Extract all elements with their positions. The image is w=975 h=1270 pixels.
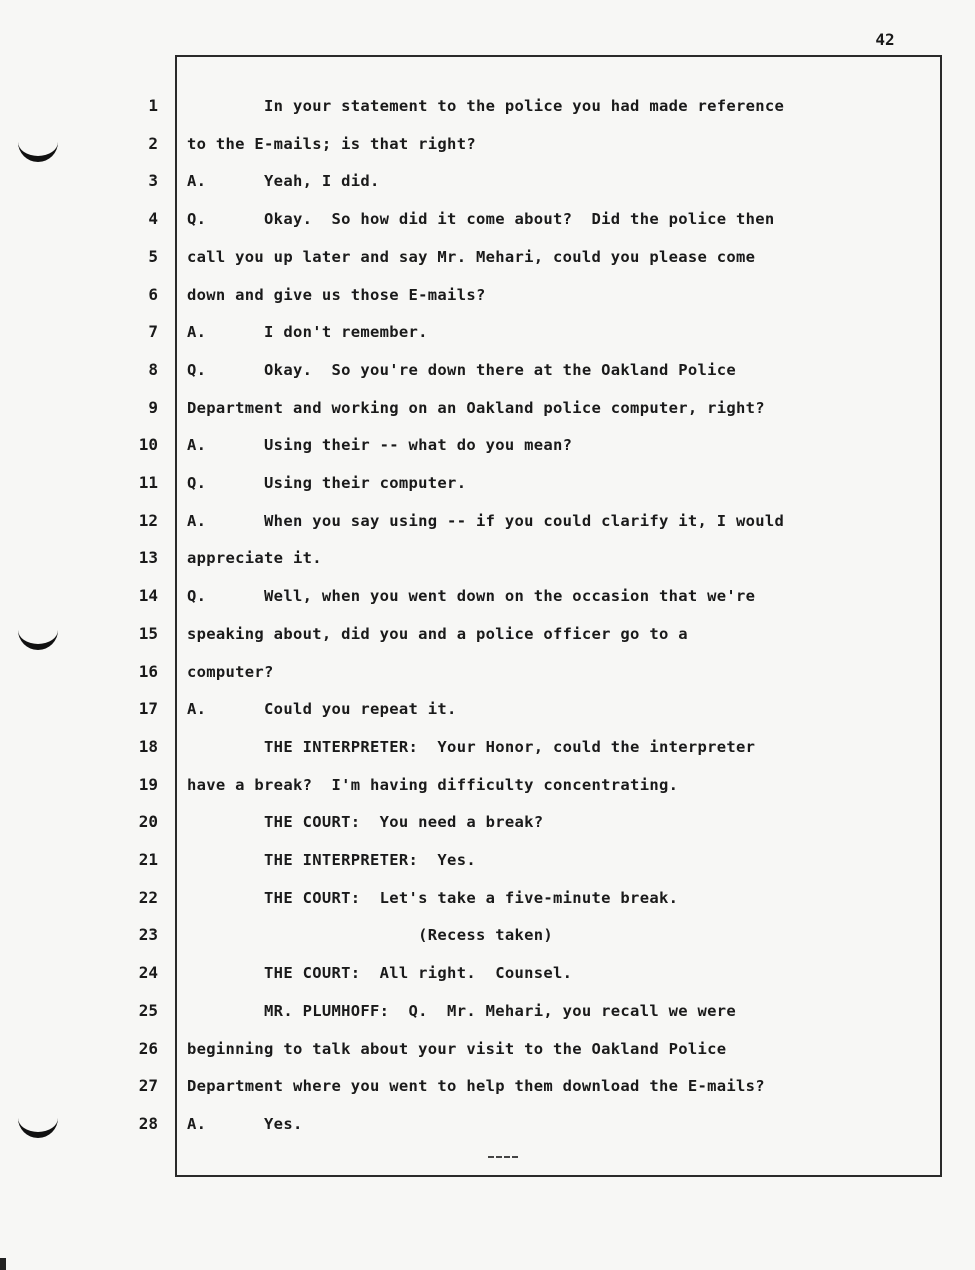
scan-artifact	[0, 1258, 6, 1270]
line-number: 6	[148, 285, 158, 304]
transcript-line: (Recess taken)	[187, 926, 554, 944]
transcript-line: have a break? I'm having difficulty concentrating.	[187, 776, 679, 794]
line-number: 1	[148, 96, 158, 115]
line-number: 10	[138, 435, 158, 454]
transcript-line: A. I don't remember.	[187, 323, 428, 341]
binder-hole-mark	[18, 140, 58, 162]
line-number: 18	[138, 737, 158, 756]
line-number: 28	[138, 1114, 158, 1133]
line-number: 17	[138, 699, 158, 718]
transcript-line: Department and working on an Oakland police computer, right?	[187, 399, 765, 417]
transcript-line: A. When you say using -- if you could clarify it, I would	[187, 512, 785, 530]
transcript-line: Q. Okay. So how did it come about? Did the police then	[187, 210, 775, 228]
transcript-line: Q. Using their computer.	[187, 474, 467, 492]
line-number: 5	[148, 247, 158, 266]
line-number: 24	[138, 963, 158, 982]
line-number: 26	[138, 1039, 158, 1058]
transcript-line: THE COURT: You need a break?	[187, 813, 544, 831]
transcript-line: THE COURT: Let's take a five-minute break.	[187, 889, 679, 907]
transcript-line: THE COURT: All right. Counsel.	[187, 964, 573, 982]
line-number: 3	[148, 171, 158, 190]
transcript-line: down and give us those E-mails?	[187, 286, 486, 304]
transcript-line: A. Using their -- what do you mean?	[187, 436, 573, 454]
transcript-line: A. Yeah, I did.	[187, 172, 380, 190]
transcript-line: speaking about, did you and a police officer go to a	[187, 625, 688, 643]
transcript-line: Department where you went to help them download the E-mails?	[187, 1077, 765, 1095]
line-number: 4	[148, 209, 158, 228]
line-number: 20	[138, 812, 158, 831]
line-number: 22	[138, 888, 158, 907]
binder-hole-mark	[18, 1116, 58, 1138]
line-number: 11	[138, 473, 158, 492]
line-number: 25	[138, 1001, 158, 1020]
transcript-line: THE INTERPRETER: Your Honor, could the interpreter	[187, 738, 756, 756]
line-number: 23	[138, 925, 158, 944]
line-number: 14	[138, 586, 158, 605]
transcript-line: A. Could you repeat it.	[187, 700, 457, 718]
line-number: 8	[148, 360, 158, 379]
transcript-line: call you up later and say Mr. Mehari, could you please come	[187, 248, 756, 266]
line-number: 2	[148, 134, 158, 153]
page-number: 42	[875, 30, 895, 49]
transcript-line: In your statement to the police you had made reference	[187, 97, 785, 115]
line-number: 12	[138, 511, 158, 530]
line-number: 19	[138, 775, 158, 794]
line-number: 9	[148, 398, 158, 417]
line-number: 13	[138, 548, 158, 567]
line-number: 7	[148, 322, 158, 341]
transcript-line: computer?	[187, 663, 274, 681]
stray-mark	[488, 1156, 518, 1160]
line-number: 15	[138, 624, 158, 643]
transcript-line: MR. PLUMHOFF: Q. Mr. Mehari, you recall we were	[187, 1002, 737, 1020]
binder-hole-mark	[18, 628, 58, 650]
line-number: 21	[138, 850, 158, 869]
transcript-line: THE INTERPRETER: Yes.	[187, 851, 476, 869]
line-number: 27	[138, 1076, 158, 1095]
transcript-line: A. Yes.	[187, 1115, 303, 1133]
transcript-line: appreciate it.	[187, 549, 322, 567]
line-number: 16	[138, 662, 158, 681]
transcript-line: Q. Okay. So you're down there at the Oakland Police	[187, 361, 737, 379]
transcript-line: Q. Well, when you went down on the occasion that we're	[187, 587, 756, 605]
transcript-line: to the E-mails; is that right?	[187, 135, 476, 153]
transcript-line: beginning to talk about your visit to the Oakland Police	[187, 1040, 727, 1058]
